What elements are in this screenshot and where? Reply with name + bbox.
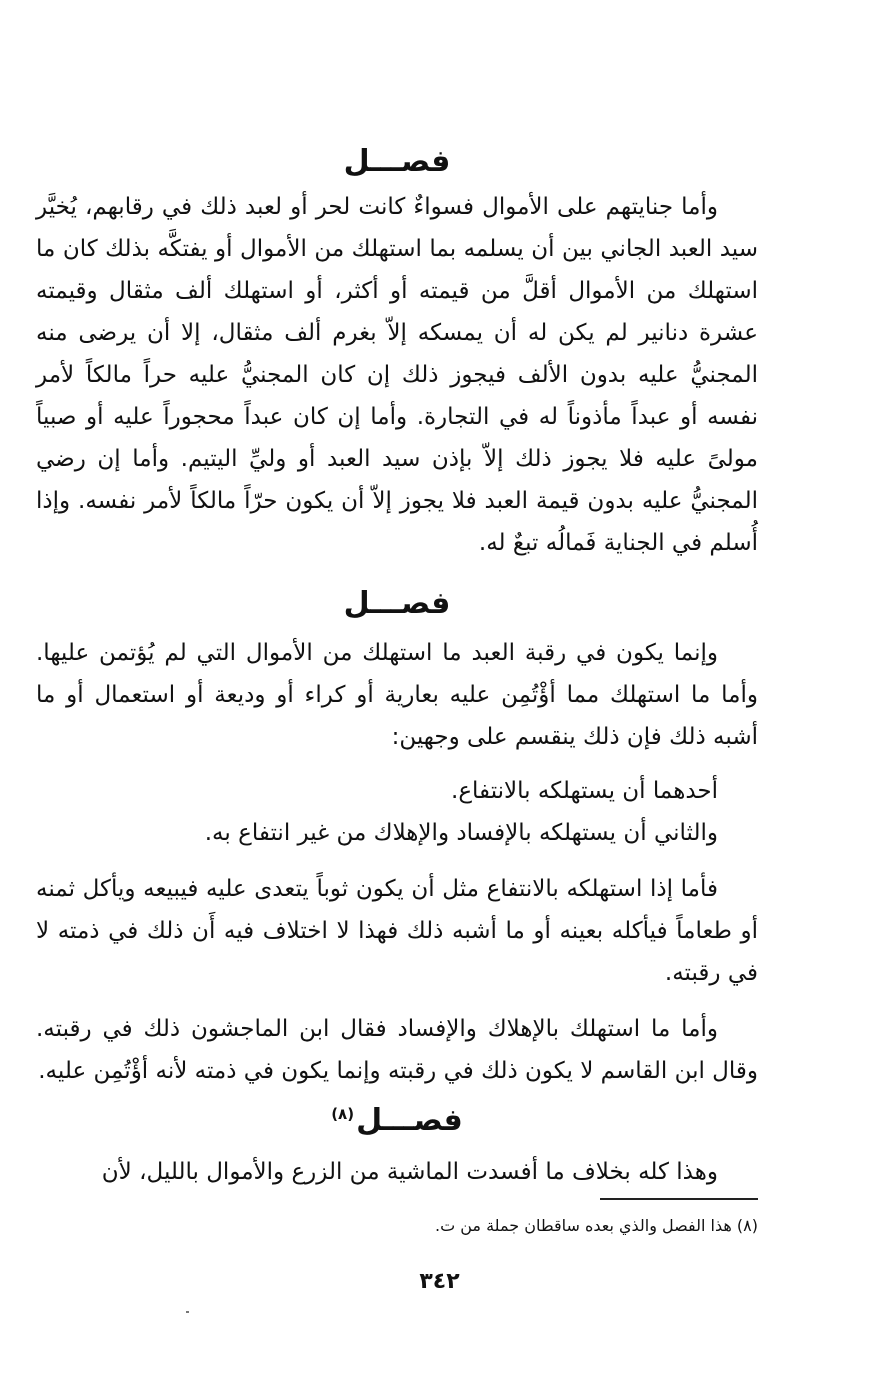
page-body (36, 140, 758, 1193)
section-heading-2: فصـــل (343, 586, 451, 621)
section-heading-3-text: فصـــل (356, 1103, 463, 1138)
list-item-first-case: أحدهما أن يستهلكه بالانتفاع. (451, 778, 718, 804)
list-item-second-case: والثاني أن يستهلكه بالإفساد والإهلاك من غير انتفاع به. (204, 820, 718, 846)
two-cases-list (36, 770, 758, 854)
footnote-text: (٨) هذا الفصل والذي بعده ساقطان جملة من ت. (435, 1216, 758, 1235)
paragraph-raqabat-abd: وإنما يكون في رقبة العبد ما استهلك من الأموال التي لم يُؤتمن عليها. وأما ما استهلك مما أؤْتُمِن عليه بعارية أو كراء أو وديعة أو استعمال أو ما أشبه ذلك فإن ذلك ينقسم على وجهين: (36, 640, 758, 750)
scan-speck (186, 1311, 189, 1313)
section-heading-3 (36, 1092, 758, 1143)
footnote-divider (600, 1198, 758, 1200)
paragraph-intifa: فأما إذا استهلكه بالانتفاع مثل أن يكون ثوباً يتعدى عليه فيبيعه ويأكل ثمنه أو طعاماً فيأكله بعينه أو ما أشبه ذلك فهذا لا اختلاف فيه أَن ذلك في ذمته لا في رقبته. (36, 876, 758, 986)
footnote-reference: (٨) (331, 1105, 355, 1123)
paragraph-ifsad: وأما ما استهلك بالإهلاك والإفساد فقال ابن الماجشون ذلك في رقبته. وقال ابن القاسم لا يكون ذلك في رقبته وإنما يكون في ذمته لأنه أؤْتُمِن عليه. (36, 1016, 758, 1084)
paragraph-jinayat-amwal: وأما جنايتهم على الأموال فسواءٌ كانت لحر أو لعبد ذلك في رقابهم، يُخيَّر سيد العبد الجاني بين أن يسلمه بما استهلك من الأموال أو يفتكَّه بذلك كان ما استهلك من الأموال أقلَّ من قيمته أو أكثر، أو استهلك ألف مثقال وقيمته عشرة دنانير لم يكن له أن يمسكه إلاّ بغرم ألف مثقال، إلا أن يرضى منه المجنيُّ عليه بدون الألف فيجوز ذلك إن كان المجنيُّ عليه حراً مالكاً لأمر نفسه أو عبداً مأذوناً له في التجارة. وأما إن كان عبداً محجوراً عليه أو صبياً مولىً عليه فلا يجوز ذلك إلاّ بإذن سيد العبد أو وليِّ اليتيم. وأما إن رضي المجنيُّ عليه بدون قيمة العبد فلا يجوز إلاّ أن يكون حرّاً مالكاً لأمر نفسه. وإذا أُسلم في الجناية فَمالُه تبعٌ له. (36, 194, 758, 556)
page-number: ٣٤٢ (419, 1269, 460, 1294)
section-heading-1: فصـــل (343, 144, 451, 179)
paragraph-mashiya: وهذا كله بخلاف ما أفسدت الماشية من الزرع والأموال بالليل، لأن (101, 1159, 718, 1185)
